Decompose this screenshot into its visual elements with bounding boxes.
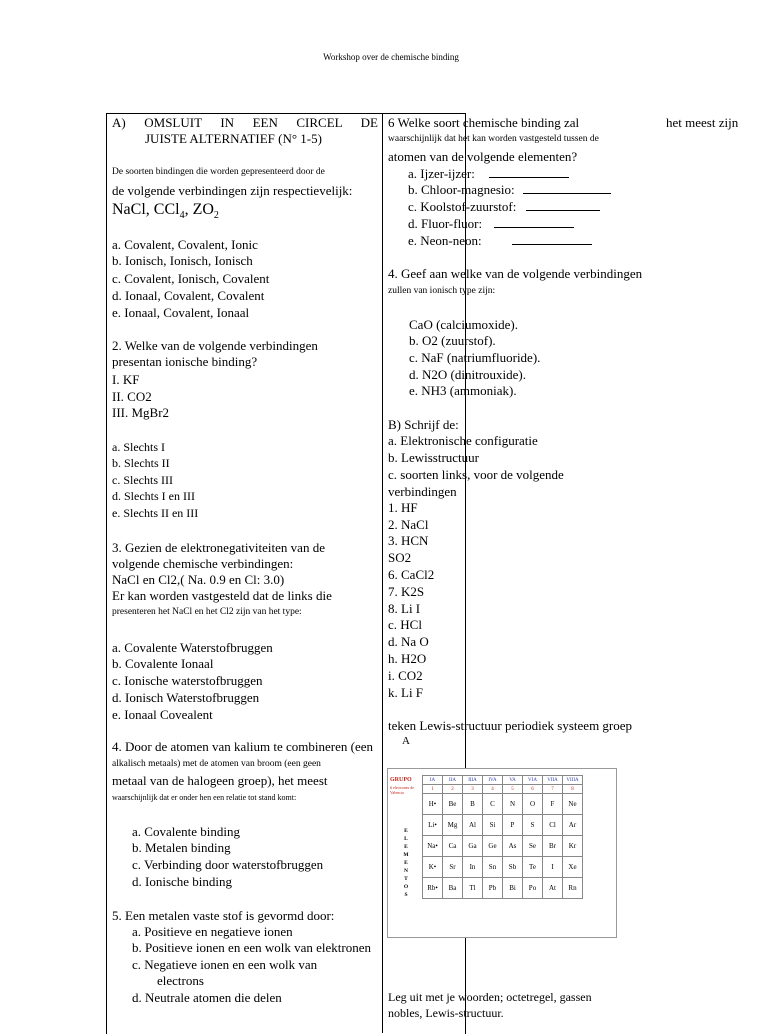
compound-7: 8. Li I <box>388 601 421 616</box>
element-cell: Ne <box>563 794 583 815</box>
q2-option-d[interactable]: d. Slechts I en III <box>112 489 195 503</box>
q3-line-3: NaCl en Cl2,( Na. 0.9 en Cl: 3.0) <box>112 572 285 587</box>
compound-8: c. HCl <box>388 617 422 632</box>
q2-option-c[interactable]: c. Slechts III <box>112 473 173 487</box>
compound-9: d. Na O <box>388 634 429 649</box>
section-a-title-2: JUISTE ALTERNATIEF (N° 1-5) <box>145 131 322 146</box>
element-cell: F <box>543 794 563 815</box>
element-cell: Bi <box>503 878 523 899</box>
q4b-line-1: 4. Geef aan welke van de volgende verbindingen <box>388 266 643 281</box>
q3-line-small: presenteren het NaCl en het Cl2 zijn van het type: <box>112 607 302 617</box>
element-cell: Mg <box>443 815 463 836</box>
element-cell: Br <box>543 836 563 857</box>
element-cell: Ga <box>463 836 483 857</box>
q2-line-1: 2. Welke van de volgende verbindingen <box>112 338 318 353</box>
group-header: IVA <box>483 776 503 785</box>
element-cell: Ar <box>563 815 583 836</box>
q1-intro: de volgende verbindingen zijn respectievelijk: <box>112 183 353 198</box>
element-cell: Rn <box>563 878 583 899</box>
element-cell: Sr <box>443 857 463 878</box>
page-header: Workshop over de chemische binding <box>323 52 459 62</box>
q1-option-d[interactable]: d. Ionaal, Covalent, Covalent <box>112 288 265 303</box>
q4-option-c[interactable]: c. Verbinding door waterstofbruggen <box>132 857 324 872</box>
compound-5: 6. CaCl2 <box>388 567 435 582</box>
periodic-table-image <box>387 768 617 938</box>
q3-line-2: volgende chemische verbindingen: <box>112 556 294 571</box>
element-cell: Ca <box>443 836 463 857</box>
compound-10: h. H2O <box>388 651 427 666</box>
q6-option-d[interactable]: d. Fluor-fluor: <box>408 216 574 232</box>
valence-number: 1 <box>423 785 443 794</box>
element-cell: Si <box>483 815 503 836</box>
q3-option-b[interactable]: b. Covalente Ionaal <box>112 656 214 671</box>
q3-line-1: 3. Gezien de elektronegativiteiten van de <box>112 540 325 555</box>
q4-option-d[interactable]: d. Ionische binding <box>132 874 233 889</box>
compound-3: 3. HCN <box>388 533 429 548</box>
q1-intro-small: De soorten bindingen die worden gepresenteerd door de <box>112 167 325 177</box>
element-cell: P <box>503 815 523 836</box>
element-cell: Pb <box>483 878 503 899</box>
element-cell: N <box>503 794 523 815</box>
column-divider <box>382 113 383 1033</box>
q5-option-a[interactable]: a. Positieve en negatieve ionen <box>132 924 293 939</box>
q1-option-c[interactable]: c. Covalent, Ionisch, Covalent <box>112 271 270 286</box>
grupo-label: GRUPO <box>390 777 412 783</box>
answer-line[interactable] <box>512 233 592 245</box>
valence-number: 5 <box>503 785 523 794</box>
q2-option-b[interactable]: b. Slechts II <box>112 456 170 470</box>
q3-option-d[interactable]: d. Ionisch Waterstofbruggen <box>112 690 260 705</box>
q6-line-1: 6 Welke soort chemische binding zal <box>388 115 580 130</box>
section-b-1: B) Schrijf de: <box>388 417 459 432</box>
compound-2: 2. NaCl <box>388 517 429 532</box>
element-cell: Li• <box>423 815 443 836</box>
q3-option-c[interactable]: c. Ionische waterstofbruggen <box>112 673 263 688</box>
element-cell: Sn <box>483 857 503 878</box>
element-cell: Tl <box>463 878 483 899</box>
element-cell: C <box>483 794 503 815</box>
q5-option-d[interactable]: d. Neutrale atomen die delen <box>132 990 282 1005</box>
group-header: IIIA <box>463 776 483 785</box>
element-cell: Na• <box>423 836 443 857</box>
element-cell: In <box>463 857 483 878</box>
answer-line[interactable] <box>489 166 569 178</box>
q4b-option-b[interactable]: b. O2 (zuurstof). <box>409 333 496 348</box>
final-line-2: nobles, Lewis-structuur. <box>388 1006 504 1020</box>
q2-line-2: presentan ionische binding? <box>112 354 258 369</box>
valence-number: 4 <box>483 785 503 794</box>
final-line-1: Leg uit met je woorden; octetregel, gassen <box>388 990 592 1004</box>
element-cell: Ge <box>483 836 503 857</box>
compound-12: k. Li F <box>388 685 424 700</box>
q4-small-2: waarschijnlijk dat er onder hen een relatie tot stand komt: <box>112 793 297 802</box>
q6-small: waarschijnlijk dat het kan worden vastgesteld tussen de <box>388 134 599 144</box>
group-header: IIA <box>443 776 463 785</box>
element-cell: Be <box>443 794 463 815</box>
group-header: VIIIA <box>563 776 583 785</box>
q4b-option-a[interactable]: CaO (calciumoxide). <box>409 317 519 332</box>
section-b-4: c. soorten links, voor de volgende <box>388 467 564 482</box>
valence-number: 7 <box>543 785 563 794</box>
q4b-small: zullen van ionisch type zijn: <box>388 286 496 296</box>
q2-line-5: III. MgBr2 <box>112 405 170 420</box>
q1-option-b[interactable]: b. Ionisch, Ionisch, Ionisch <box>112 253 253 268</box>
q1-formula: NaCl, CCl$_4$, $ZO_2$ <box>112 201 219 222</box>
compound-11: i. CO2 <box>388 668 423 683</box>
q4-line-1: 4. Door de atomen van kalium te combineren (een <box>112 739 373 754</box>
q1-option-e[interactable]: e. Ionaal, Covalent, Ionaal <box>112 305 250 320</box>
element-cell: Cl <box>543 815 563 836</box>
q3-option-e[interactable]: e. Ionaal Covealent <box>112 707 213 722</box>
element-cell: B <box>463 794 483 815</box>
q6-line-2: atomen van de volgende elementen? <box>388 149 578 164</box>
elementos-label: E L E M E N T O S <box>403 828 409 898</box>
compound-4: SO2 <box>388 550 412 565</box>
q2-option-e[interactable]: e. Slechts II en III <box>112 506 199 520</box>
valence-number: 6 <box>523 785 543 794</box>
answer-line[interactable] <box>494 216 574 228</box>
q4-line-2: metaal van de halogeen groep), het meest <box>112 773 328 788</box>
element-cell: Sb <box>503 857 523 878</box>
q4b-option-e[interactable]: e. NH3 (ammoniak). <box>409 383 517 398</box>
q5-option-c[interactable]: c. Negatieve ionen en een wolk van <box>132 957 318 972</box>
lewis-prompt-2: A <box>402 735 410 747</box>
valence-label: # electrones de Valencia <box>390 785 414 795</box>
element-cell: As <box>503 836 523 857</box>
element-cell: I <box>543 857 563 878</box>
section-b-5: verbindingen <box>388 484 457 499</box>
q6-line-overflow: het meest zijn <box>666 115 739 130</box>
section-b-2: a. Elektronische configuratie <box>388 433 538 448</box>
q6-option-e[interactable]: e. Neon-neon: <box>408 233 592 249</box>
q4-option-a[interactable]: a. Covalente binding <box>132 824 240 839</box>
element-cell: Rb• <box>423 878 443 899</box>
q6-option-b[interactable]: b. Chloor-magnesio: <box>408 182 611 198</box>
q3-line-4: Er kan worden vastgesteld dat de links die <box>112 588 332 603</box>
q3-option-a[interactable]: a. Covalente Waterstofbruggen <box>112 640 273 655</box>
valence-number: 2 <box>443 785 463 794</box>
element-cell: At <box>543 878 563 899</box>
q6-option-c[interactable]: c. Koolstof-zuurstof: <box>408 199 600 215</box>
element-cell: Xe <box>563 857 583 878</box>
q4b-option-d[interactable]: d. N2O (dinitrouxide). <box>409 367 526 382</box>
q1-option-a[interactable]: a. Covalent, Covalent, Ionic <box>112 237 258 252</box>
element-cell: Kr <box>563 836 583 857</box>
group-header: VIA <box>523 776 543 785</box>
q6-option-a[interactable]: a. Ijzer-ijzer: <box>408 166 569 182</box>
section-b-3: b. Lewisstructuur <box>388 450 479 465</box>
element-cell: O <box>523 794 543 815</box>
compound-6: 7. K2S <box>388 584 425 599</box>
valence-number: 3 <box>463 785 483 794</box>
group-header: IA <box>423 776 443 785</box>
q2-line-3: I. KF <box>112 372 140 387</box>
valence-number: 8 <box>563 785 583 794</box>
element-cell: S <box>523 815 543 836</box>
q5-line: 5. Een metalen vaste stof is gevormd door: <box>112 908 335 923</box>
lewis-prompt: teken Lewis-structuur periodiek systeem groep <box>388 718 633 733</box>
q4-option-b[interactable]: b. Metalen binding <box>132 840 231 855</box>
element-cell: Po <box>523 878 543 899</box>
q2-line-4: II. CO2 <box>112 389 152 404</box>
q5-option-b[interactable]: b. Positieve ionen en een wolk van elektronen <box>132 940 371 955</box>
q4-small-1: alkalisch metaals) met de atomen van broom (een geen <box>112 759 321 769</box>
element-cell: Se <box>523 836 543 857</box>
group-header: VA <box>503 776 523 785</box>
group-header: VIIA <box>543 776 563 785</box>
q5-option-c-cont: electrons <box>157 973 204 988</box>
answer-line[interactable] <box>526 199 600 211</box>
element-cell: Te <box>523 857 543 878</box>
element-cell: Ba <box>443 878 463 899</box>
q4b-option-c[interactable]: c. NaF (natriumfluoride). <box>409 350 541 365</box>
periodic-grid <box>422 775 583 899</box>
section-a-title-1: A) OMSLUIT IN EEN CIRCEL DE <box>112 115 378 130</box>
element-cell: Al <box>463 815 483 836</box>
answer-line[interactable] <box>523 182 611 194</box>
q2-option-a[interactable]: a. Slechts I <box>112 440 165 454</box>
element-cell: K• <box>423 857 443 878</box>
element-cell: H• <box>423 794 443 815</box>
compound-1: 1. HF <box>388 500 418 515</box>
